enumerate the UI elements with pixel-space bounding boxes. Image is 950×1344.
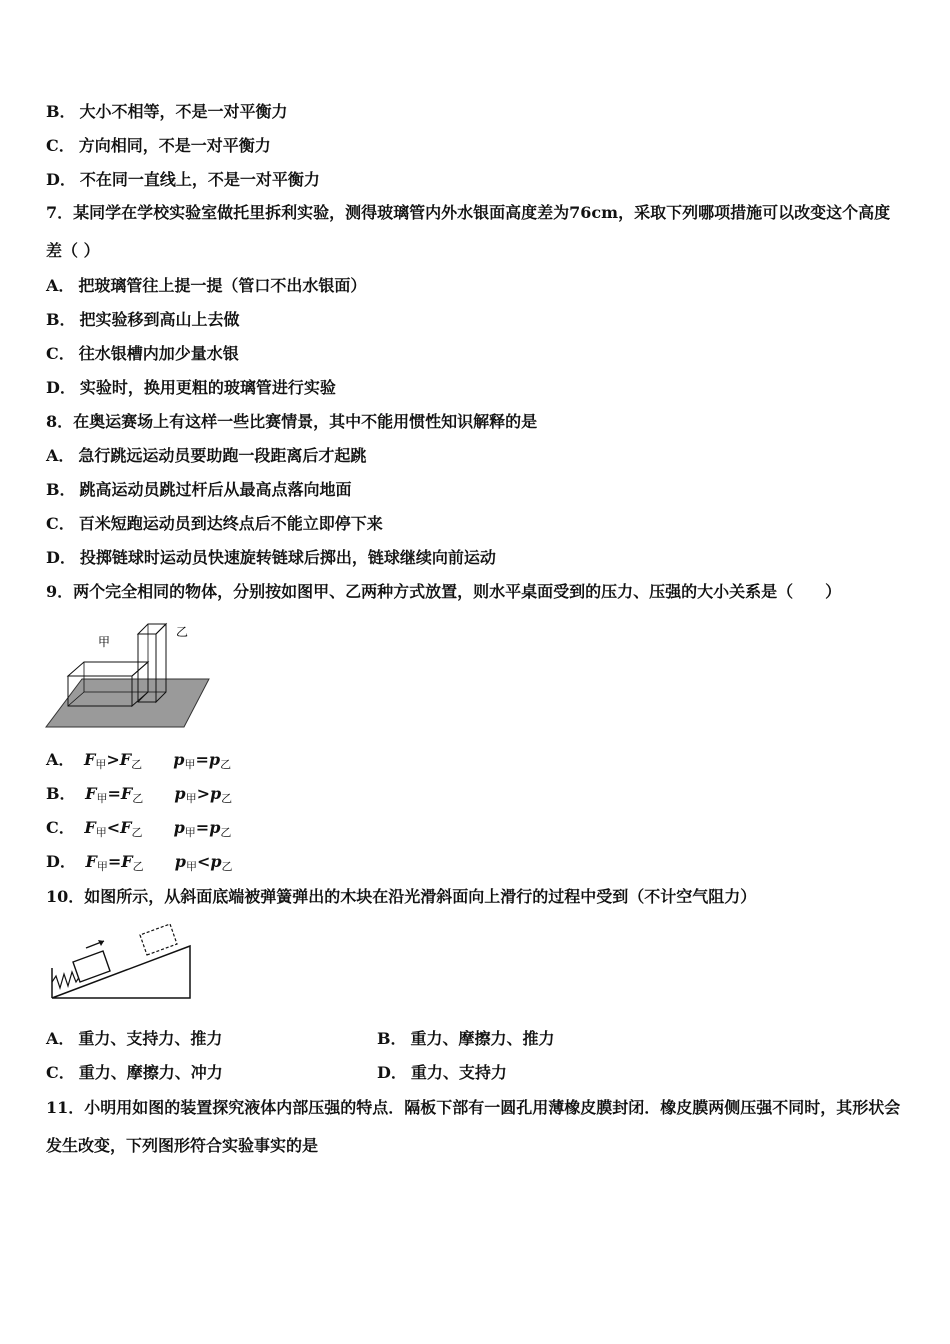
- q11-stem: 11．小明用如图的装置探究液体内部压强的特点．隔板下部有一圆孔用薄橡皮膜封闭．橡皮膜两侧压强不同时，其形状会发生改变，下列图形符合实验事实的是: [46, 1098, 901, 1155]
- q10-option-c: C． 重力、摩擦力、冲力: [46, 1063, 223, 1082]
- q8-option-d: D． 投掷链球时运动员快速旋转链球后掷出，链球继续向前运动: [46, 548, 496, 567]
- q9-figure: [44, 618, 212, 730]
- q10-option-a: A． 重力、支持力、推力: [46, 1029, 223, 1048]
- q7-option-a: A． 把玻璃管往上提一提（管口不出水银面）: [46, 276, 367, 295]
- q7-option-b: B． 把实验移到高山上去做: [46, 310, 240, 329]
- label-jia: 甲: [98, 635, 111, 649]
- label-yi: 乙: [176, 625, 189, 639]
- q9-option-c: C． $F_甲<F_乙$ $p_甲=p_乙$: [46, 818, 232, 839]
- q9-option-b: B． $F_甲=F_乙$ $p_甲>p_乙$: [46, 784, 233, 805]
- q6-option-c: C． 方向相同，不是一对平衡力: [46, 136, 271, 155]
- q8-option-c: C． 百米短跑运动员到达终点后不能立即停下来: [46, 514, 383, 533]
- q7-stem: 7．某同学在学校实验室做托里拆利实验，测得玻璃管内外水银面高度差为76cm，采取下列哪项措施可以改变这个高度差（ ）: [46, 203, 891, 260]
- q10-figure: [46, 918, 194, 1004]
- incline: [52, 946, 190, 998]
- q10-stem: 10．如图所示，从斜面底端被弹簧弹出的木块在沿光滑斜面向上滑行的过程中受到（不计空气阻力）: [46, 887, 757, 906]
- q9-option-d: D． $F_甲=F_乙$ $p_甲<p_乙$: [46, 852, 233, 873]
- q9-option-a: A． $F_甲>F_乙$ $p_甲=p_乙$: [46, 750, 232, 771]
- q9-stem: 9．两个完全相同的物体，分别按如图甲、乙两种方式放置，则水平桌面受到的压力、压强的大小关系是（ ）: [46, 582, 842, 601]
- wood-block: [73, 951, 110, 982]
- spring: [52, 972, 80, 988]
- q8-option-a: A． 急行跳远运动员要助跑一段距离后才起跳: [46, 446, 367, 465]
- q10-option-b: B． 重力、摩擦力、推力: [377, 1029, 555, 1048]
- block-dashed: [140, 924, 177, 955]
- q7-option-c: C． 往水银槽内加少量水银: [46, 344, 239, 363]
- q7-option-d: D． 实验时，换用更粗的玻璃管进行实验: [46, 378, 336, 397]
- table-surface: [46, 679, 209, 727]
- q10-option-d: D． 重力、支持力: [377, 1063, 507, 1082]
- q6-option-d: D． 不在同一直线上，不是一对平衡力: [46, 170, 320, 189]
- q6-option-b: B． 大小不相等，不是一对平衡力: [46, 102, 288, 121]
- q8-stem: 8．在奥运赛场上有这样一些比赛情景，其中不能用惯性知识解释的是: [46, 412, 538, 431]
- q8-option-b: B． 跳高运动员跳过杆后从最高点落向地面: [46, 480, 352, 499]
